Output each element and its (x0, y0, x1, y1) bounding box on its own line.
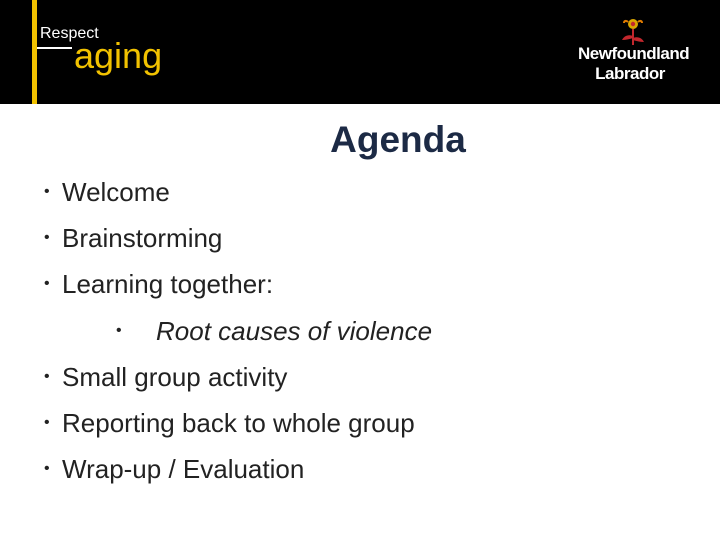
brand-respect: Respect (40, 25, 99, 42)
agenda-item-text: Learning together: (62, 269, 274, 300)
logo-text-newfoundland: Newfoundland (578, 44, 690, 63)
accent-bar (32, 0, 37, 104)
agenda-item-text: Small group activity (62, 361, 288, 392)
bullet-dot: • (44, 229, 50, 247)
bullet-dot: • (116, 321, 122, 339)
bullet-dot: • (44, 460, 50, 478)
agenda-subitem-text: Root causes of violence (156, 315, 433, 346)
bullet-dot: • (44, 275, 50, 293)
agenda-item-text: Brainstorming (62, 223, 223, 254)
agenda-item-text: Wrap-up / Evaluation (62, 454, 305, 485)
newfoundland-labrador-logo (578, 18, 690, 86)
slide-title (0, 118, 720, 162)
slide-title-text: Agenda (330, 119, 466, 160)
logo-text-labrador: Labrador (595, 64, 665, 83)
brand-aging: aging (74, 35, 163, 76)
pitcher-plant-icon (618, 18, 648, 46)
header-banner (0, 0, 720, 104)
agenda-item-text: Welcome (62, 177, 170, 207)
agenda-item-text: Reporting back to whole group (62, 407, 415, 438)
bullet-dot: • (44, 413, 50, 431)
bullet-dot: • (44, 183, 50, 200)
divider-line (37, 47, 72, 49)
bullet-dot: • (44, 367, 50, 385)
